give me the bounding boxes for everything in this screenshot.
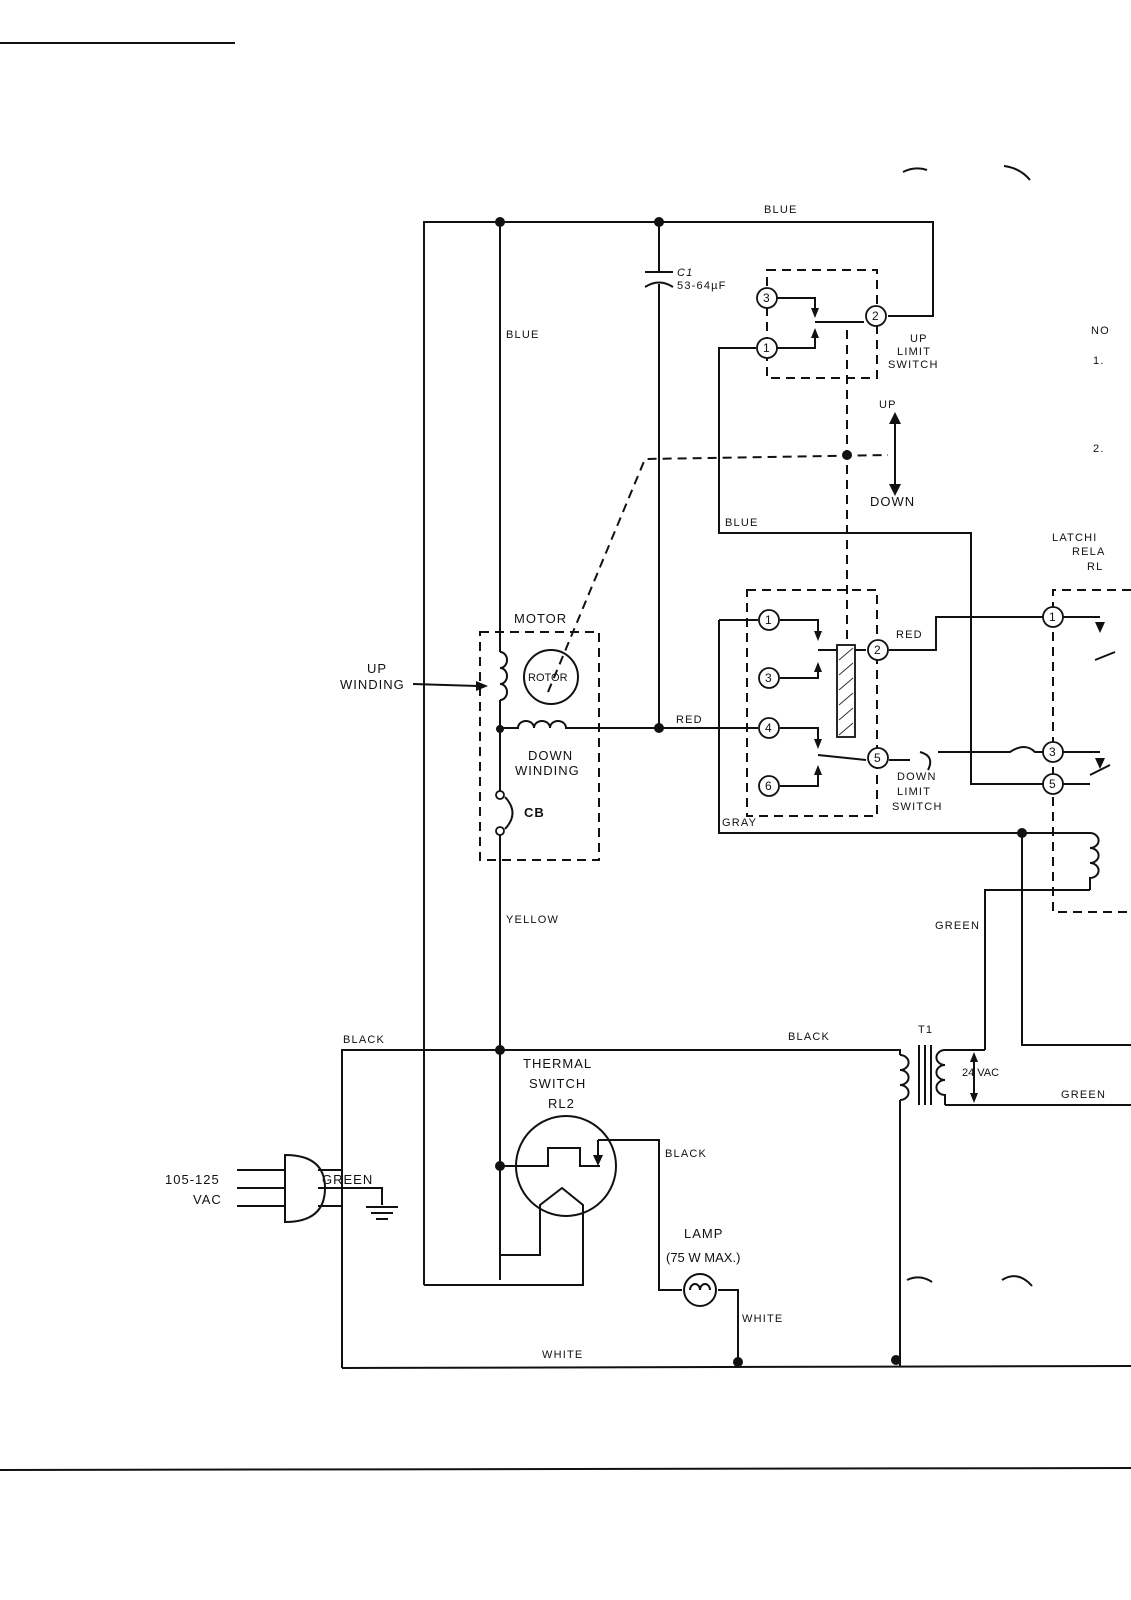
wire-label-green-plug: GREEN	[322, 1172, 374, 1187]
relay-label-2: RELA	[1072, 546, 1106, 558]
up-limit-switch	[757, 288, 939, 371]
capacitor-name: C1	[677, 267, 694, 279]
wire-label-green-relay: GREEN	[935, 920, 981, 932]
down-winding-label-2: WINDING	[515, 763, 580, 778]
down-limit-label-1: DOWN	[897, 771, 937, 783]
relay-label-3: RL	[1087, 561, 1104, 573]
svg-text:2: 2	[872, 309, 879, 323]
wire-label-blue-top: BLUE	[764, 204, 798, 216]
relay-label-1: LATCHI	[1052, 532, 1098, 544]
up-limit-label-3: SWITCH	[888, 359, 939, 371]
svg-text:6: 6	[765, 779, 772, 793]
notes	[1091, 325, 1110, 455]
notes-heading: NO	[1091, 325, 1110, 337]
mechanical-links	[480, 270, 1131, 912]
capacitor-value: 53-64µF	[677, 280, 727, 292]
lamp-rating: (75 W MAX.)	[666, 1250, 741, 1265]
svg-text:5: 5	[1049, 777, 1056, 791]
svg-text:4: 4	[765, 721, 772, 735]
up-winding-label-1: UP	[367, 661, 388, 676]
lamp-label: LAMP	[684, 1226, 724, 1241]
supply-voltage-2: VAC	[193, 1192, 222, 1207]
svg-text:1: 1	[1049, 610, 1056, 624]
up-limit-label-1: UP	[910, 333, 928, 345]
down-winding-label-1: DOWN	[528, 748, 574, 763]
up-limit-label-2: LIMIT	[897, 346, 932, 358]
wire-label-red-relay: RED	[896, 629, 923, 641]
svg-text:1: 1	[765, 613, 772, 627]
svg-text:2: 2	[874, 643, 881, 657]
wire-label-white-bottom: WHITE	[542, 1349, 584, 1361]
wires	[237, 222, 1131, 1368]
notes-item-1: 1.	[1093, 355, 1105, 367]
wire-label-black-thermal: BLACK	[665, 1148, 708, 1160]
wire-label-white-lamp: WHITE	[742, 1313, 784, 1325]
page-bottom-rule	[0, 1468, 1131, 1470]
up-winding-label-2: WINDING	[340, 677, 405, 692]
wire-label-black-left: BLACK	[343, 1034, 386, 1046]
breaker-label: CB	[524, 805, 545, 820]
transformer-secondary: 24 VAC	[962, 1067, 1000, 1079]
lamp	[666, 1226, 740, 1306]
down-limit-label-2: LIMIT	[897, 786, 932, 798]
svg-text:3: 3	[765, 671, 772, 685]
motor	[340, 611, 580, 835]
direction-arrows	[889, 412, 901, 496]
wire-label-black-right: BLACK	[788, 1031, 831, 1043]
wire-label-red-motor: RED	[676, 714, 703, 726]
wire-label-gray: GRAY	[722, 817, 758, 829]
wire-label-blue-left: BLUE	[506, 329, 540, 341]
capacitor-c1	[645, 267, 727, 292]
svg-text:3: 3	[1049, 745, 1056, 759]
thermal-label-2: SWITCH	[529, 1076, 587, 1091]
wire-label-blue-mid: BLUE	[725, 517, 759, 529]
wire-labels	[322, 204, 1106, 1361]
thermal-label-3: RL2	[548, 1096, 575, 1111]
notes-item-2: 2.	[1093, 443, 1105, 455]
supply-voltage-1: 105-125	[165, 1172, 220, 1187]
svg-text:1: 1	[763, 341, 770, 355]
thermal-label-1: THERMAL	[523, 1056, 593, 1071]
motor-label: MOTOR	[514, 611, 568, 626]
svg-text:3: 3	[763, 291, 770, 305]
direction-down-label: DOWN	[870, 494, 916, 509]
down-limit-label-3: SWITCH	[892, 801, 943, 813]
wire-label-green-t1: GREEN	[1061, 1089, 1107, 1101]
svg-text:5: 5	[874, 751, 881, 765]
direction-up-label: UP	[879, 399, 897, 411]
wire-label-yellow: YELLOW	[506, 914, 560, 926]
rotor-label: ROTOR	[528, 672, 568, 684]
transformer-name: T1	[918, 1024, 934, 1036]
